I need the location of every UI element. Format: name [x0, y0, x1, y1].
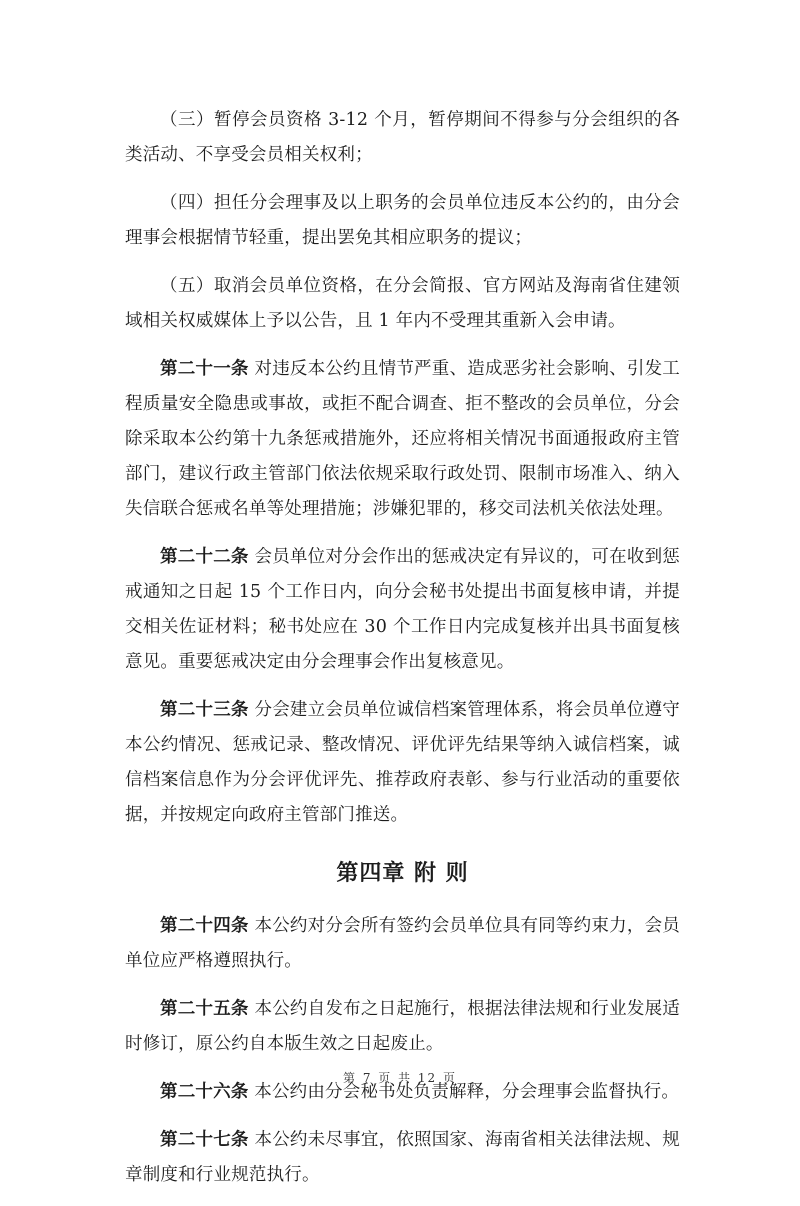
article-text: 分会建立会员单位诚信档案管理体系，将会员单位遵守本公约情况、惩戒记录、整改情况、评优评先结果等纳入诚信档案，诚信档案信息作为分会评优评先、推荐政府表彰、参与行业活动的重要依据，并按规定向政府主管部门推送。 [125, 700, 681, 825]
page-number-footer: 第 7 页 共 12 页 [343, 1071, 457, 1085]
article-label: 第二十七条 [160, 1130, 249, 1150]
article-text: 本公约由分会秘书处负责解释，分会理事会监督执行。 [248, 1082, 680, 1102]
page-content [125, 103, 680, 1206]
article-label: 第二十三条 [160, 700, 249, 720]
chapter-title: 第四章 附 则 [336, 860, 469, 886]
article-text: 本公约对分会所有签约会员单位具有同等约束力，会员单位应严格遵照执行。 [125, 916, 681, 971]
article-label: 第二十一条 [160, 359, 249, 379]
paragraph-item-3: （三）暂停会员资格 3-12 个月，暂停期间不得参与分会组织的各类活动、不享受会员相关权利； [125, 110, 680, 165]
article-label: 第二十四条 [160, 916, 249, 936]
article-27 [125, 1123, 680, 1193]
article-label: 第二十五条 [160, 999, 249, 1019]
article-23 [125, 693, 680, 833]
article-22 [125, 540, 680, 680]
article-text: 会员单位对分会作出的惩戒决定有异议的，可在收到惩戒通知之日起 15 个工作日内，向分会秘书处提出书面复核申请，并提交相关佐证材料；秘书处应在 30 个工作日内完成复核并出具书面复核意见。重要惩戒决定由分会理事会作出复核意见。 [125, 547, 681, 672]
article-21 [125, 352, 680, 527]
article-text: 对违反本公约且情节严重、造成恶劣社会影响、引发工程质量安全隐患或事故，或拒不配合调查、拒不整改的会员单位，分会除采取本公约第十九条惩戒措施外，还应将相关情况书面通报政府主管部门，建议行政主管部门依法依规采取行政处罚、限制市场准入、纳入失信联合惩戒名单等处理措施；涉嫌犯罪的，移交司法机关依法处理。 [125, 359, 681, 519]
article-label: 第二十二条 [160, 547, 249, 567]
article-24 [125, 909, 680, 979]
article-text: 本公约未尽事宜，依照国家、海南省相关法律法规、规章制度和行业规范执行。 [125, 1130, 681, 1185]
article-25 [125, 992, 680, 1062]
paragraph-item-5: （五）取消会员单位资格，在分会简报、官方网站及海南省住建领域相关权威媒体上予以公告，且 1 年内不受理其重新入会申请。 [125, 276, 680, 331]
article-text: 本公约自发布之日起施行，根据法律法规和行业发展适时修订，原公约自本版生效之日起废止。 [125, 999, 681, 1054]
paragraph-item-4: （四）担任分会理事及以上职务的会员单位违反本公约的，由分会理事会根据情节轻重，提出罢免其相应职务的提议； [125, 193, 680, 248]
article-label: 第二十六条 [160, 1082, 249, 1102]
